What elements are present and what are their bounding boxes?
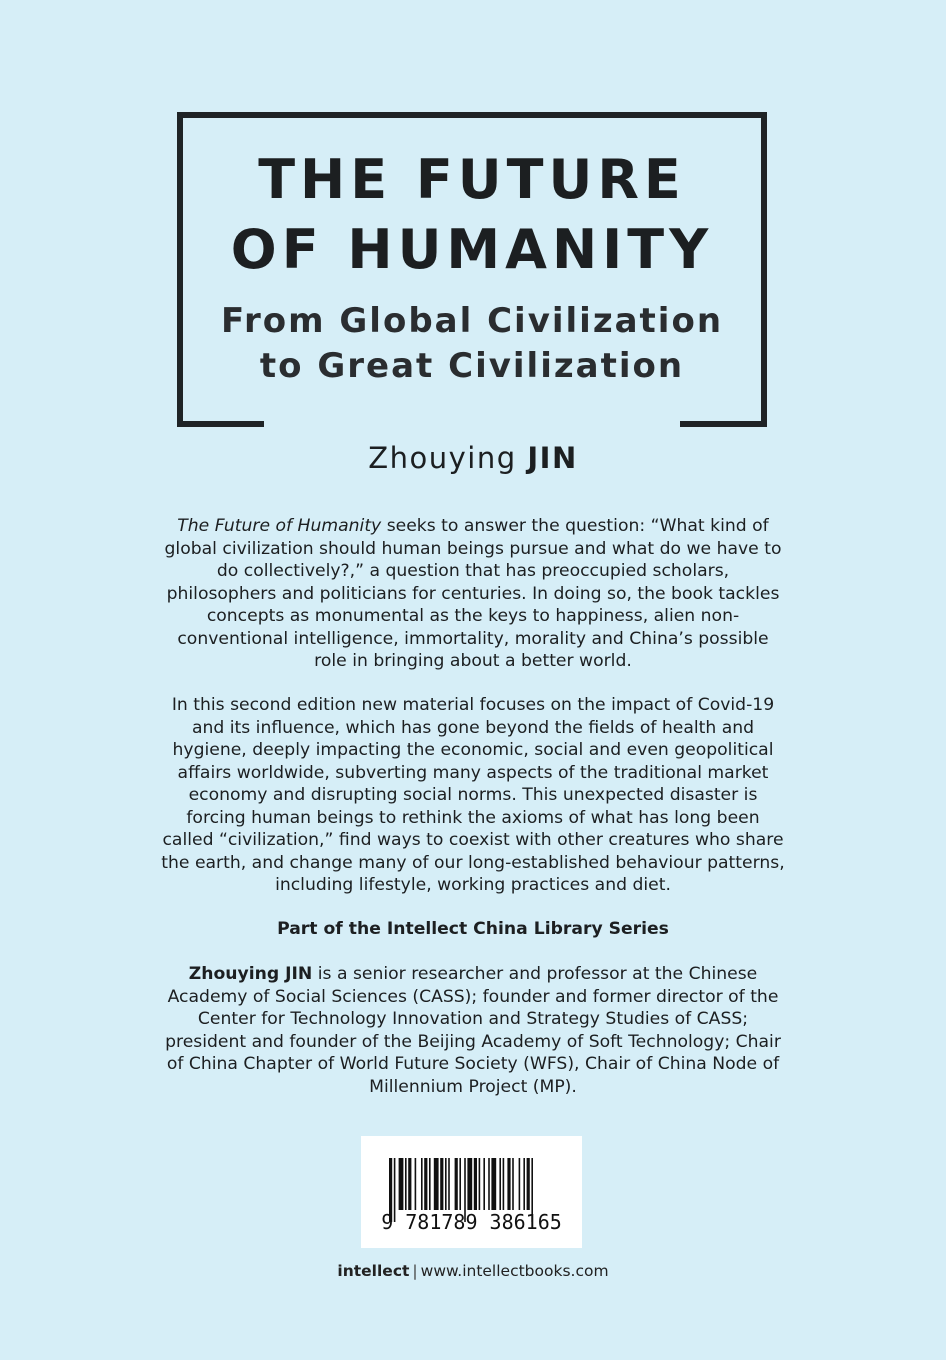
publisher-name: intellect xyxy=(337,1262,410,1280)
footer-separator: | xyxy=(412,1262,418,1280)
subtitle-line-1: From Global Civilization xyxy=(220,301,724,341)
author-bio-text: is a senior researcher and professor at the Chinese Academy of Social Sciences (CASS); founder and former director of the Center for Technology Innovation and Strategy Studies of CASS; president and founder of the Beijing Academy of Soft Technology; Chair of China Chapter of World Future Society (WFS), Chair of China Node of Millennium Project (MP). xyxy=(165,964,781,1097)
title-frame-right xyxy=(761,112,767,427)
author-bio-name: Zhouying JIN xyxy=(188,964,313,984)
publisher-footer xyxy=(0,1262,946,1280)
title-frame-bottom-right xyxy=(680,421,767,427)
subtitle-line-2: to Great Civilization xyxy=(259,346,685,386)
blurb-paragraph-1-text: seeks to answer the question: “What kind of global civilization should human beings pursue and what do we have to do collectively?,” a question that has preoccupied scholars, philosophers and politicians for centuries. In doing so, the book tackles concepts as monumental as the keys to happiness, alien non-conventional intelligence, immortality, morality and China’s possible role in bringing about a better world. xyxy=(164,516,782,671)
book-title xyxy=(183,145,761,285)
title-frame-top xyxy=(177,112,767,118)
author-name xyxy=(0,441,946,475)
title-frame-bottom-left xyxy=(177,421,264,427)
blurb-paragraph-2: In this second edition new material focuses on the impact of Covid-19 and its influence, which has gone beyond the fields of health and hygiene, deeply impacting the economic, social and even geopolitical affairs worldwide, subverting many aspects of the traditional market economy and disrupting social norms. This unexpected disaster is forcing human beings to rethink the axioms of what has long been called “civilization,” find ways to coexist with other creatures who share the earth, and change many of our long-established behaviour patterns, including lifestyle, working practices and diet. xyxy=(161,695,785,895)
title-line-1: THE FUTURE xyxy=(258,148,686,211)
title-line-2: OF HUMANITY xyxy=(230,218,714,281)
author-bio xyxy=(160,963,786,1098)
blurb-paragraph-1 xyxy=(160,515,786,673)
author-last-name: JIN xyxy=(527,441,578,475)
book-subtitle xyxy=(183,299,761,389)
isbn-barcode xyxy=(361,1136,582,1248)
author-first-name: Zhouying xyxy=(368,441,517,475)
series-line: Part of the Intellect China Library Series xyxy=(277,919,669,939)
isbn-digits: 9 781789 386165 xyxy=(381,1210,562,1234)
publisher-website[interactable]: www.intellectbooks.com xyxy=(420,1262,609,1280)
blurb-book-title: The Future of Humanity xyxy=(177,516,382,536)
